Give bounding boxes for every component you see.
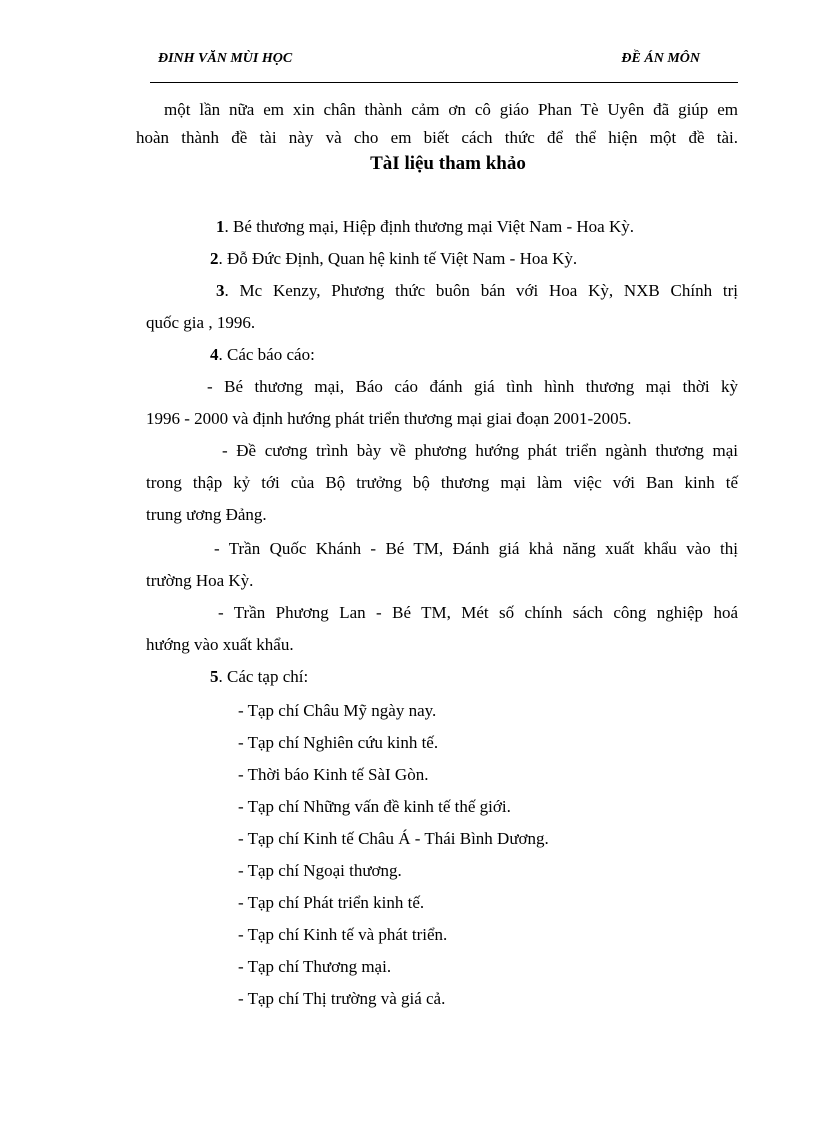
reference-3 [216, 281, 738, 301]
reference-2-number: 2 [210, 249, 219, 268]
reference-3-number: 3 [216, 281, 225, 300]
reference-5-text: . Các tạp chí: [218, 667, 309, 686]
reference-1 [216, 217, 634, 237]
reference-4d-line-1: - Trần Phương Lan - Bé TM, Mét số chính sách công nghiệp hoá [218, 603, 738, 622]
reference-2-text: . Đỗ Đức Định, Quan hệ kinh tế Việt Nam - Hoa Kỳ. [218, 249, 578, 268]
reference-3-text: . Mc Kenzy, Phương thức buôn bán với Hoa Kỳ, NXB Chính trị [224, 281, 738, 300]
reference-4b-line-2: trong thập kỷ tới của Bộ trưởng bộ thương mại làm việc với Ban kinh tế [146, 473, 738, 492]
journal-item: - Tạp chí Ngoại thương. [238, 861, 402, 880]
intro-line-2: hoàn thành đề tài này và cho em biết cách thức để thể hiện một đề tài. [136, 128, 738, 147]
reference-4b-line-1: - Đề cương trình bày về phương hướng phát triển ngành thương mại [222, 441, 738, 460]
journal-item: - Thời báo Kinh tế SàI Gòn. [238, 765, 429, 784]
header-author: ĐINH VĂN MÙI HỌC [158, 51, 293, 66]
journal-item: - Tạp chí Phát triển kinh tế. [238, 893, 425, 912]
reference-4b-line-3: trung ương Đảng. [146, 505, 267, 524]
reference-4-number: 4 [210, 345, 219, 364]
reference-4a-line-2: 1996 - 2000 và định hướng phát triển thương mại giai đoạn 2001-2005. [146, 409, 632, 428]
journal-item: - Tạp chí Thương mại. [238, 957, 392, 976]
reference-2 [210, 249, 577, 269]
reference-4-text: . Các báo cáo: [218, 345, 315, 364]
reference-4c-line-1: - Trần Quốc Khánh - Bé TM, Đánh giá khả năng xuất khẩu vào thị [214, 539, 738, 558]
journal-item: - Tạp chí Nghiên cứu kinh tế. [238, 733, 439, 752]
reference-5 [210, 667, 308, 687]
reference-1-text: . Bé thương mại, Hiệp định thương mại Việt Nam - Hoa Kỳ. [224, 217, 634, 236]
journal-item: - Tạp chí Những vấn đề kinh tế thế giới. [238, 797, 511, 816]
references-title: TàI liệu tham khảo [370, 153, 526, 174]
reference-4c-line-2: trường Hoa Kỳ. [146, 571, 254, 590]
journal-item: - Tạp chí Châu Mỹ ngày nay. [238, 701, 437, 720]
journal-item: - Tạp chí Kinh tế Châu Á - Thái Bình Dương. [238, 829, 549, 848]
journal-item: - Tạp chí Kinh tế và phát triển. [238, 925, 448, 944]
reference-3-continued: quốc gia , 1996. [146, 313, 256, 332]
reference-4a-line-1: - Bé thương mại, Báo cáo đánh giá tình hình thương mại thời kỳ [207, 377, 738, 396]
journal-item: - Tạp chí Thị trường và giá cả. [238, 989, 446, 1008]
intro-line-1: một lần nữa em xin chân thành cảm ơn cô giáo Phan Tè Uyên đã giúp em [164, 100, 738, 119]
reference-5-number: 5 [210, 667, 219, 686]
reference-1-number: 1 [216, 217, 225, 236]
reference-4 [210, 345, 315, 365]
header-subject: ĐỀ ÁN MÔN [621, 51, 700, 66]
reference-4d-line-2: hướng vào xuất khẩu. [146, 635, 294, 654]
page-header [150, 48, 738, 83]
